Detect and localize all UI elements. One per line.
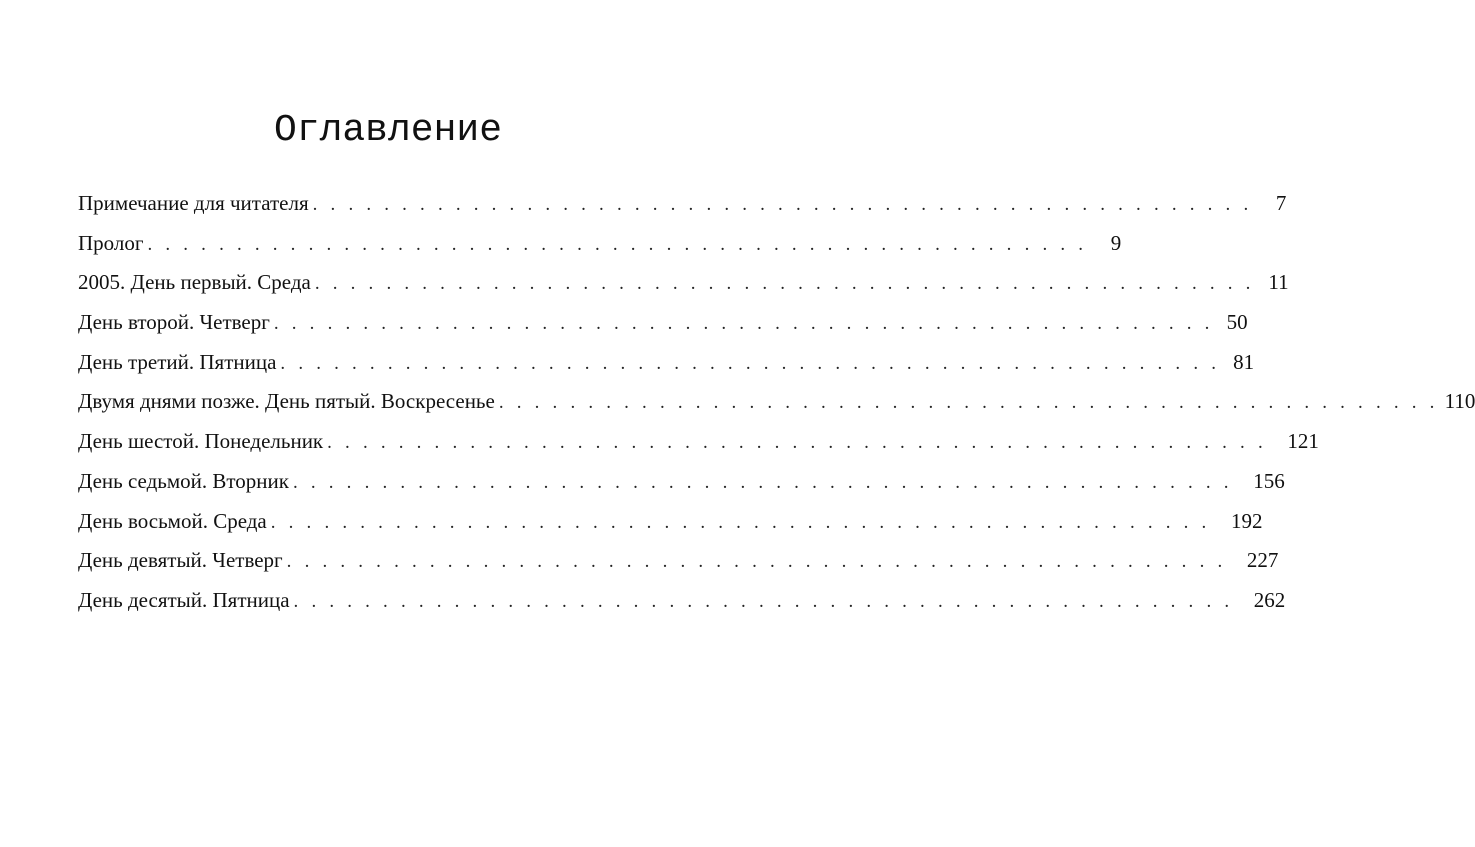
toc-entry-page: 7 [1275, 191, 1287, 215]
toc-entry[interactable] [78, 541, 1279, 581]
dot-leader: . . . . . . . . . . . . . . . . . . . . . . . . . . . . . . . . . . . . . . . . . . . . . . . . . . . . . [147, 233, 1088, 255]
toc-entry[interactable] [78, 382, 1475, 422]
table-of-contents [78, 184, 1475, 621]
toc-entry-title: День седьмой. Вторник [78, 468, 289, 493]
toc-entry-title: День третий. Пятница [78, 349, 277, 374]
toc-entry[interactable] [78, 224, 1122, 264]
toc-entry-page: 81 [1233, 349, 1255, 374]
toc-entry-title: 2005. День первый. Среда [78, 270, 311, 295]
page-title: Оглавление [273, 109, 503, 152]
toc-entry-title: День десятый. Пятница [78, 587, 290, 612]
toc-entry-title: День восьмой. Среда [78, 508, 267, 533]
toc-entry-title: День девятый. Четверг [78, 548, 283, 573]
dot-leader: . . . . . . . . . . . . . . . . . . . . . . . . . . . . . . . . . . . . . . . . . . . . . . . . . . . . . [498, 392, 1439, 414]
toc-entry[interactable] [78, 343, 1255, 383]
toc-entry[interactable] [78, 502, 1263, 542]
toc-entry-title: Пролог [78, 230, 144, 255]
toc-entry-title: Двумя днями позже. День пятый. Воскресенье [78, 389, 495, 414]
toc-entry-title: День шестой. Понедельник [78, 429, 324, 454]
toc-entry-page: 227 [1246, 548, 1279, 573]
toc-entry[interactable] [78, 263, 1289, 303]
dot-leader: . . . . . . . . . . . . . . . . . . . . . . . . . . . . . . . . . . . . . . . . . . . . . . . . . . . . . [314, 273, 1255, 295]
dot-leader: . . . . . . . . . . . . . . . . . . . . . . . . . . . . . . . . . . . . . . . . . . . . . . . . . . . . . [270, 511, 1211, 533]
toc-entry-page: 192 [1231, 508, 1263, 533]
dot-leader: . . . . . . . . . . . . . . . . . . . . . . . . . . . . . . . . . . . . . . . . . . . . . . . . . . . . . [273, 313, 1214, 335]
toc-entry-page: 262 [1253, 587, 1286, 612]
dot-leader: . . . . . . . . . . . . . . . . . . . . . . . . . . . . . . . . . . . . . . . . . . . . . . . . . . . . . [280, 352, 1221, 374]
dot-leader: . . . . . . . . . . . . . . . . . . . . . . . . . . . . . . . . . . . . . . . . . . . . . . . . . . . . . [293, 590, 1234, 612]
toc-entry-page: 121 [1287, 429, 1319, 454]
toc-entry-page: 9 [1110, 230, 1122, 255]
toc-entry[interactable] [78, 303, 1248, 343]
toc-entry-title: День второй. Четверг [78, 310, 270, 335]
toc-entry[interactable] [78, 581, 1286, 621]
dot-leader: . . . . . . . . . . . . . . . . . . . . . . . . . . . . . . . . . . . . . . . . . . . . . . . . . . . . . [292, 471, 1233, 493]
toc-entry-page: 11 [1268, 270, 1289, 295]
toc-entry[interactable] [78, 462, 1285, 502]
toc-entry-page: 50 [1226, 310, 1248, 335]
dot-leader: . . . . . . . . . . . . . . . . . . . . . . . . . . . . . . . . . . . . . . . . . . . . . . . . . . . . . [286, 551, 1227, 573]
dot-leader: . . . . . . . . . . . . . . . . . . . . . . . . . . . . . . . . . . . . . . . . . . . . . . . . . . . . . [312, 194, 1253, 215]
toc-entry[interactable] [78, 184, 1287, 224]
dot-leader: . . . . . . . . . . . . . . . . . . . . . . . . . . . . . . . . . . . . . . . . . . . . . . . . . . . . . [327, 432, 1267, 454]
toc-entry-title: Примечание для читателя [78, 191, 309, 215]
toc-entry-page: 110 [1444, 389, 1475, 414]
toc-entry[interactable] [78, 422, 1319, 462]
toc-entry-page: 156 [1253, 468, 1285, 493]
